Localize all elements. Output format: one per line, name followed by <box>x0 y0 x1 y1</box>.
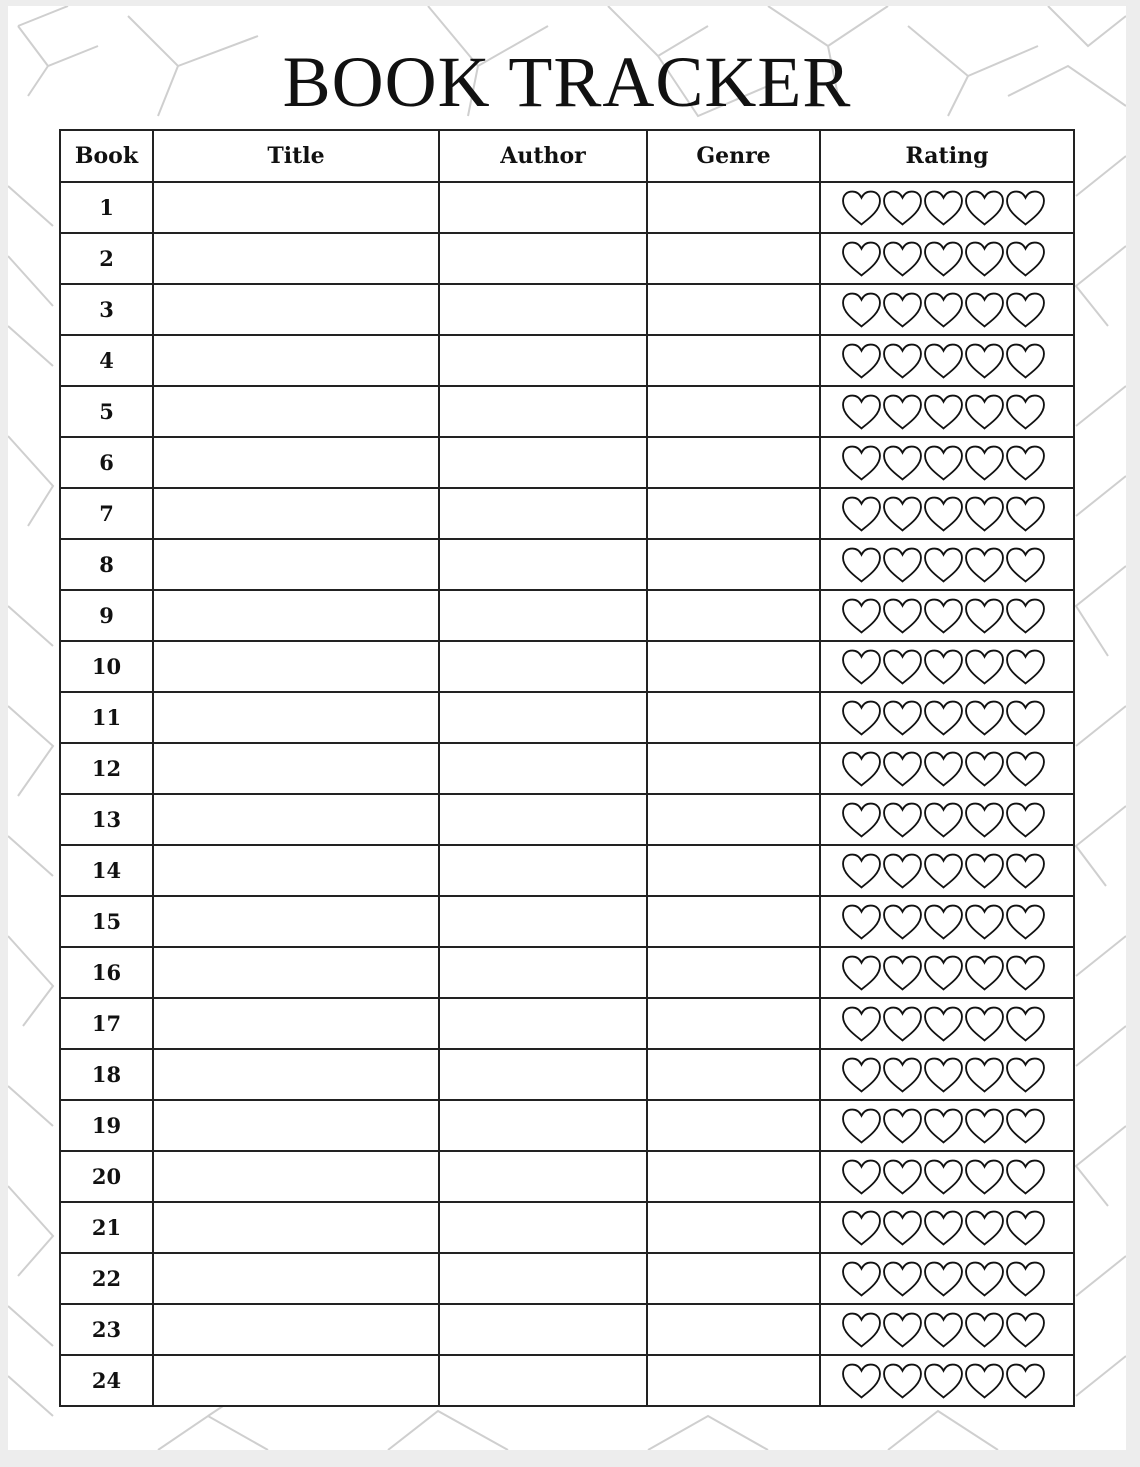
heart-outline-icon[interactable] <box>841 240 882 278</box>
heart-outline-icon[interactable] <box>841 1107 882 1145</box>
heart-outline-icon[interactable] <box>923 852 964 890</box>
rating-cell <box>820 335 1074 386</box>
rating-cell <box>820 437 1074 488</box>
heart-outline-icon[interactable] <box>882 1158 923 1196</box>
heart-outline-icon[interactable] <box>841 444 882 482</box>
book-number-cell: 15 <box>60 896 153 947</box>
heart-outline-icon[interactable] <box>882 852 923 890</box>
heart-outline-icon[interactable] <box>964 903 1005 941</box>
book-number-cell: 13 <box>60 794 153 845</box>
table-row <box>60 1355 1074 1406</box>
heart-outline-icon[interactable] <box>923 1260 964 1298</box>
heart-outline-icon[interactable] <box>964 1107 1005 1145</box>
author-cell[interactable] <box>439 1100 647 1151</box>
heart-outline-icon[interactable] <box>923 444 964 482</box>
heart-outline-icon[interactable] <box>964 1158 1005 1196</box>
column-header-rating: Rating <box>820 130 1074 182</box>
title-cell[interactable] <box>153 1304 439 1355</box>
author-cell[interactable] <box>439 641 647 692</box>
heart-outline-icon[interactable] <box>1005 291 1046 329</box>
book-number-cell: 6 <box>60 437 153 488</box>
author-cell[interactable] <box>439 1049 647 1100</box>
author-cell[interactable] <box>439 590 647 641</box>
genre-cell[interactable] <box>647 1253 820 1304</box>
column-header-author: Author <box>439 130 647 182</box>
genre-cell[interactable] <box>647 437 820 488</box>
table-row <box>60 794 1074 845</box>
table-row <box>60 1151 1074 1202</box>
genre-cell[interactable] <box>647 896 820 947</box>
book-number-cell: 5 <box>60 386 153 437</box>
book-number-cell: 12 <box>60 743 153 794</box>
genre-cell[interactable] <box>647 1304 820 1355</box>
genre-cell[interactable] <box>647 386 820 437</box>
rating-cell <box>820 1253 1074 1304</box>
rating-hearts <box>821 1362 1073 1400</box>
heart-outline-icon[interactable] <box>923 291 964 329</box>
genre-cell[interactable] <box>647 284 820 335</box>
heart-outline-icon[interactable] <box>923 801 964 839</box>
book-number-cell: 17 <box>60 998 153 1049</box>
heart-outline-icon[interactable] <box>964 852 1005 890</box>
author-cell[interactable] <box>439 233 647 284</box>
author-cell[interactable] <box>439 845 647 896</box>
heart-outline-icon[interactable] <box>923 750 964 788</box>
heart-outline-icon[interactable] <box>882 1107 923 1145</box>
heart-outline-icon[interactable] <box>1005 189 1046 227</box>
heart-outline-icon[interactable] <box>841 546 882 584</box>
table-body <box>60 182 1074 1406</box>
heart-outline-icon[interactable] <box>882 597 923 635</box>
title-cell[interactable] <box>153 488 439 539</box>
rating-cell <box>820 1100 1074 1151</box>
heart-outline-icon[interactable] <box>1005 495 1046 533</box>
table-row <box>60 590 1074 641</box>
heart-outline-icon[interactable] <box>1005 444 1046 482</box>
rating-hearts <box>821 1260 1073 1298</box>
book-tracker-table <box>59 129 1075 1407</box>
column-header-genre: Genre <box>647 130 820 182</box>
author-cell[interactable] <box>439 794 647 845</box>
table-row <box>60 437 1074 488</box>
heart-outline-icon[interactable] <box>964 291 1005 329</box>
genre-cell[interactable] <box>647 335 820 386</box>
rating-cell <box>820 692 1074 743</box>
heart-outline-icon[interactable] <box>882 1362 923 1400</box>
table-header-row <box>60 130 1074 182</box>
rating-cell <box>820 539 1074 590</box>
rating-cell <box>820 998 1074 1049</box>
title-cell[interactable] <box>153 1202 439 1253</box>
heart-outline-icon[interactable] <box>841 393 882 431</box>
heart-outline-icon[interactable] <box>841 903 882 941</box>
heart-outline-icon[interactable] <box>964 597 1005 635</box>
author-cell[interactable] <box>439 1355 647 1406</box>
heart-outline-icon[interactable] <box>841 699 882 737</box>
author-cell[interactable] <box>439 1253 647 1304</box>
heart-outline-icon[interactable] <box>882 444 923 482</box>
heart-outline-icon[interactable] <box>882 291 923 329</box>
heart-outline-icon[interactable] <box>882 699 923 737</box>
table-row <box>60 947 1074 998</box>
rating-hearts <box>821 291 1073 329</box>
genre-cell[interactable] <box>647 794 820 845</box>
genre-cell[interactable] <box>647 692 820 743</box>
heart-outline-icon[interactable] <box>964 648 1005 686</box>
author-cell[interactable] <box>439 947 647 998</box>
book-number-cell: 4 <box>60 335 153 386</box>
book-number-cell: 23 <box>60 1304 153 1355</box>
heart-outline-icon[interactable] <box>923 1362 964 1400</box>
heart-outline-icon[interactable] <box>841 801 882 839</box>
heart-outline-icon[interactable] <box>923 342 964 380</box>
heart-outline-icon[interactable] <box>841 1056 882 1094</box>
heart-outline-icon[interactable] <box>882 1260 923 1298</box>
heart-outline-icon[interactable] <box>923 1056 964 1094</box>
author-cell[interactable] <box>439 437 647 488</box>
heart-outline-icon[interactable] <box>1005 1005 1046 1043</box>
heart-outline-icon[interactable] <box>1005 699 1046 737</box>
title-cell[interactable] <box>153 182 439 233</box>
table-row <box>60 692 1074 743</box>
heart-outline-icon[interactable] <box>964 495 1005 533</box>
table-row <box>60 539 1074 590</box>
heart-outline-icon[interactable] <box>882 1209 923 1247</box>
table-row <box>60 641 1074 692</box>
table-row <box>60 1253 1074 1304</box>
heart-outline-icon[interactable] <box>1005 597 1046 635</box>
title-cell[interactable] <box>153 1253 439 1304</box>
genre-cell[interactable] <box>647 1151 820 1202</box>
heart-outline-icon[interactable] <box>923 393 964 431</box>
heart-outline-icon[interactable] <box>923 648 964 686</box>
book-number-cell: 20 <box>60 1151 153 1202</box>
table-row <box>60 896 1074 947</box>
heart-outline-icon[interactable] <box>882 648 923 686</box>
book-number-cell: 11 <box>60 692 153 743</box>
rating-hearts <box>821 1005 1073 1043</box>
page-title: BOOK TRACKER <box>282 42 852 122</box>
rating-hearts <box>821 1158 1073 1196</box>
heart-outline-icon[interactable] <box>964 1260 1005 1298</box>
author-cell[interactable] <box>439 896 647 947</box>
rating-cell <box>820 896 1074 947</box>
heart-outline-icon[interactable] <box>964 801 1005 839</box>
rating-cell <box>820 743 1074 794</box>
genre-cell[interactable] <box>647 1355 820 1406</box>
heart-outline-icon[interactable] <box>841 648 882 686</box>
genre-cell[interactable] <box>647 998 820 1049</box>
author-cell[interactable] <box>439 182 647 233</box>
rating-cell <box>820 488 1074 539</box>
heart-outline-icon[interactable] <box>1005 1107 1046 1145</box>
heart-outline-icon[interactable] <box>882 546 923 584</box>
heart-outline-icon[interactable] <box>964 189 1005 227</box>
heart-outline-icon[interactable] <box>882 903 923 941</box>
rating-cell <box>820 794 1074 845</box>
heart-outline-icon[interactable] <box>882 1311 923 1349</box>
rating-hearts <box>821 240 1073 278</box>
genre-cell[interactable] <box>647 488 820 539</box>
table-row <box>60 488 1074 539</box>
author-cell[interactable] <box>439 1304 647 1355</box>
heart-outline-icon[interactable] <box>964 699 1005 737</box>
author-cell[interactable] <box>439 335 647 386</box>
heart-outline-icon[interactable] <box>964 954 1005 992</box>
heart-outline-icon[interactable] <box>1005 648 1046 686</box>
title-cell[interactable] <box>153 1355 439 1406</box>
table-row <box>60 233 1074 284</box>
rating-hearts <box>821 1311 1073 1349</box>
rating-cell <box>820 845 1074 896</box>
rating-hearts <box>821 342 1073 380</box>
heart-outline-icon[interactable] <box>882 393 923 431</box>
title-cell[interactable] <box>153 641 439 692</box>
heart-outline-icon[interactable] <box>1005 903 1046 941</box>
heart-outline-icon[interactable] <box>882 495 923 533</box>
table-row <box>60 335 1074 386</box>
column-header-book: Book <box>60 130 153 182</box>
genre-cell[interactable] <box>647 233 820 284</box>
heart-outline-icon[interactable] <box>923 597 964 635</box>
heart-outline-icon[interactable] <box>923 495 964 533</box>
author-cell[interactable] <box>439 284 647 335</box>
title-cell[interactable] <box>153 794 439 845</box>
book-number-cell: 1 <box>60 182 153 233</box>
genre-cell[interactable] <box>647 1202 820 1253</box>
rating-cell <box>820 590 1074 641</box>
rating-cell <box>820 182 1074 233</box>
heart-outline-icon[interactable] <box>841 495 882 533</box>
author-cell[interactable] <box>439 743 647 794</box>
table-row <box>60 1304 1074 1355</box>
title-cell[interactable] <box>153 335 439 386</box>
title-cell[interactable] <box>153 743 439 794</box>
rating-hearts <box>821 597 1073 635</box>
heart-outline-icon[interactable] <box>964 546 1005 584</box>
book-number-cell: 2 <box>60 233 153 284</box>
rating-cell <box>820 233 1074 284</box>
rating-hearts <box>821 801 1073 839</box>
heart-outline-icon[interactable] <box>923 189 964 227</box>
title-cell[interactable] <box>153 437 439 488</box>
book-number-cell: 7 <box>60 488 153 539</box>
heart-outline-icon[interactable] <box>1005 852 1046 890</box>
column-header-title: Title <box>153 130 439 182</box>
author-cell[interactable] <box>439 386 647 437</box>
rating-hearts <box>821 852 1073 890</box>
heart-outline-icon[interactable] <box>1005 240 1046 278</box>
book-number-cell: 19 <box>60 1100 153 1151</box>
rating-cell <box>820 641 1074 692</box>
rating-hearts <box>821 1209 1073 1247</box>
title-cell[interactable] <box>153 845 439 896</box>
heart-outline-icon[interactable] <box>964 393 1005 431</box>
table-row <box>60 998 1074 1049</box>
rating-hearts <box>821 750 1073 788</box>
rating-hearts <box>821 954 1073 992</box>
heart-outline-icon[interactable] <box>841 954 882 992</box>
heart-outline-icon[interactable] <box>882 342 923 380</box>
heart-outline-icon[interactable] <box>1005 1209 1046 1247</box>
title-cell[interactable] <box>153 1049 439 1100</box>
genre-cell[interactable] <box>647 1100 820 1151</box>
heart-outline-icon[interactable] <box>964 1005 1005 1043</box>
heart-outline-icon[interactable] <box>1005 546 1046 584</box>
heart-outline-icon[interactable] <box>1005 393 1046 431</box>
heart-outline-icon[interactable] <box>964 1056 1005 1094</box>
heart-outline-icon[interactable] <box>1005 954 1046 992</box>
book-number-cell: 16 <box>60 947 153 998</box>
book-number-cell: 24 <box>60 1355 153 1406</box>
heart-outline-icon[interactable] <box>964 1362 1005 1400</box>
title-cell[interactable] <box>153 1151 439 1202</box>
rating-hearts <box>821 1107 1073 1145</box>
genre-cell[interactable] <box>647 539 820 590</box>
heart-outline-icon[interactable] <box>841 189 882 227</box>
heart-outline-icon[interactable] <box>882 801 923 839</box>
book-number-cell: 21 <box>60 1202 153 1253</box>
heart-outline-icon[interactable] <box>1005 1260 1046 1298</box>
rating-cell <box>820 284 1074 335</box>
author-cell[interactable] <box>439 488 647 539</box>
book-number-cell: 9 <box>60 590 153 641</box>
heart-outline-icon[interactable] <box>964 240 1005 278</box>
genre-cell[interactable] <box>647 590 820 641</box>
heart-outline-icon[interactable] <box>923 240 964 278</box>
title-cell[interactable] <box>153 590 439 641</box>
rating-hearts <box>821 546 1073 584</box>
author-cell[interactable] <box>439 1151 647 1202</box>
rating-cell <box>820 947 1074 998</box>
heart-outline-icon[interactable] <box>841 597 882 635</box>
heart-outline-icon[interactable] <box>841 342 882 380</box>
heart-outline-icon[interactable] <box>923 1209 964 1247</box>
rating-hearts <box>821 648 1073 686</box>
table-row <box>60 845 1074 896</box>
rating-hearts <box>821 495 1073 533</box>
heart-outline-icon[interactable] <box>1005 1311 1046 1349</box>
heart-outline-icon[interactable] <box>923 1158 964 1196</box>
rating-cell <box>820 1355 1074 1406</box>
title-cell[interactable] <box>153 692 439 743</box>
table-row <box>60 1049 1074 1100</box>
heart-outline-icon[interactable] <box>841 1311 882 1349</box>
heart-outline-icon[interactable] <box>841 1260 882 1298</box>
genre-cell[interactable] <box>647 1049 820 1100</box>
rating-hearts <box>821 903 1073 941</box>
title-cell[interactable] <box>153 386 439 437</box>
heart-outline-icon[interactable] <box>882 189 923 227</box>
genre-cell[interactable] <box>647 845 820 896</box>
heart-outline-icon[interactable] <box>841 750 882 788</box>
heart-outline-icon[interactable] <box>964 1209 1005 1247</box>
book-tracker-page <box>8 6 1126 1450</box>
heart-outline-icon[interactable] <box>882 1056 923 1094</box>
heart-outline-icon[interactable] <box>923 699 964 737</box>
title-cell[interactable] <box>153 233 439 284</box>
heart-outline-icon[interactable] <box>1005 1056 1046 1094</box>
table-row <box>60 386 1074 437</box>
genre-cell[interactable] <box>647 947 820 998</box>
heart-outline-icon[interactable] <box>964 342 1005 380</box>
heart-outline-icon[interactable] <box>841 1158 882 1196</box>
book-number-cell: 8 <box>60 539 153 590</box>
rating-cell <box>820 1304 1074 1355</box>
genre-cell[interactable] <box>647 641 820 692</box>
heart-outline-icon[interactable] <box>882 1005 923 1043</box>
heart-outline-icon[interactable] <box>882 240 923 278</box>
heart-outline-icon[interactable] <box>841 1209 882 1247</box>
title-cell[interactable] <box>153 539 439 590</box>
heart-outline-icon[interactable] <box>1005 1362 1046 1400</box>
book-number-cell: 3 <box>60 284 153 335</box>
genre-cell[interactable] <box>647 182 820 233</box>
heart-outline-icon[interactable] <box>923 1311 964 1349</box>
heart-outline-icon[interactable] <box>923 954 964 992</box>
book-number-cell: 22 <box>60 1253 153 1304</box>
rating-cell <box>820 1202 1074 1253</box>
heart-outline-icon[interactable] <box>964 444 1005 482</box>
rating-hearts <box>821 1056 1073 1094</box>
title-cell[interactable] <box>153 1100 439 1151</box>
rating-cell <box>820 1151 1074 1202</box>
table-row <box>60 1100 1074 1151</box>
title-cell[interactable] <box>153 947 439 998</box>
heart-outline-icon[interactable] <box>923 546 964 584</box>
book-number-cell: 18 <box>60 1049 153 1100</box>
rating-hearts <box>821 444 1073 482</box>
heart-outline-icon[interactable] <box>923 1005 964 1043</box>
author-cell[interactable] <box>439 1202 647 1253</box>
book-number-cell: 10 <box>60 641 153 692</box>
heart-outline-icon[interactable] <box>841 852 882 890</box>
heart-outline-icon[interactable] <box>841 291 882 329</box>
heart-outline-icon[interactable] <box>841 1005 882 1043</box>
title-cell[interactable] <box>153 284 439 335</box>
heart-outline-icon[interactable] <box>1005 801 1046 839</box>
heart-outline-icon[interactable] <box>923 903 964 941</box>
author-cell[interactable] <box>439 998 647 1049</box>
rating-hearts <box>821 189 1073 227</box>
heart-outline-icon[interactable] <box>964 1311 1005 1349</box>
heart-outline-icon[interactable] <box>1005 1158 1046 1196</box>
author-cell[interactable] <box>439 539 647 590</box>
table-row <box>60 284 1074 335</box>
rating-cell <box>820 386 1074 437</box>
table-row <box>60 1202 1074 1253</box>
author-cell[interactable] <box>439 692 647 743</box>
heart-outline-icon[interactable] <box>923 1107 964 1145</box>
heart-outline-icon[interactable] <box>964 750 1005 788</box>
rating-hearts <box>821 699 1073 737</box>
table-row <box>60 182 1074 233</box>
rating-hearts <box>821 393 1073 431</box>
genre-cell[interactable] <box>647 743 820 794</box>
heart-outline-icon[interactable] <box>841 1362 882 1400</box>
heart-outline-icon[interactable] <box>882 954 923 992</box>
heart-outline-icon[interactable] <box>1005 342 1046 380</box>
rating-cell <box>820 1049 1074 1100</box>
book-number-cell: 14 <box>60 845 153 896</box>
heart-outline-icon[interactable] <box>1005 750 1046 788</box>
table-row <box>60 743 1074 794</box>
title-cell[interactable] <box>153 998 439 1049</box>
title-cell[interactable] <box>153 896 439 947</box>
heart-outline-icon[interactable] <box>882 750 923 788</box>
